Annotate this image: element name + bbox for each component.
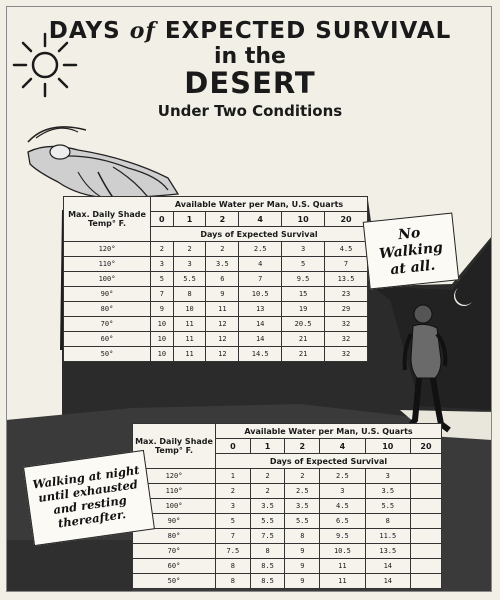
survival-days-cell: 2 bbox=[250, 469, 285, 484]
temp-cell: 120° bbox=[64, 242, 151, 257]
survival-days-cell: 10 bbox=[151, 332, 174, 347]
survival-days-cell: 3.5 bbox=[250, 499, 285, 514]
survival-days-cell: 3 bbox=[282, 242, 325, 257]
title-of: of bbox=[129, 18, 156, 44]
survival-days-cell: 9 bbox=[151, 302, 174, 317]
survival-days-cell: 32 bbox=[325, 332, 368, 347]
survival-days-cell: 8.5 bbox=[250, 574, 285, 589]
survival-days-cell: 2 bbox=[206, 242, 239, 257]
survival-days-cell: 3 bbox=[365, 469, 410, 484]
temp-cell: 50° bbox=[64, 347, 151, 362]
survival-days-cell: 29 bbox=[325, 302, 368, 317]
survival-days-cell: 8 bbox=[365, 514, 410, 529]
survival-days-cell: 2.5 bbox=[239, 242, 282, 257]
temp-cell: 60° bbox=[64, 332, 151, 347]
walking-man-illustration bbox=[395, 300, 465, 440]
walking-at-night-note: Walking at night until exhausted and resting thereafter. bbox=[23, 450, 155, 546]
survival-days-cell: 20.5 bbox=[282, 317, 325, 332]
survival-days-cell: 12 bbox=[206, 332, 239, 347]
table-row bbox=[133, 499, 442, 514]
survival-days-cell: 9 bbox=[285, 574, 320, 589]
survival-days-cell: 7 bbox=[151, 287, 174, 302]
survival-days-cell: 14 bbox=[365, 559, 410, 574]
survival-days-cell bbox=[411, 514, 442, 529]
quarts-cell: 1 bbox=[173, 212, 206, 227]
survival-days-cell: 4 bbox=[239, 257, 282, 272]
survival-days-cell bbox=[411, 469, 442, 484]
survival-days-cell: 13.5 bbox=[325, 272, 368, 287]
temp-cell: 100° bbox=[64, 272, 151, 287]
survival-days-cell: 21 bbox=[282, 347, 325, 362]
title-expected-survival: EXPECTED SURVIVAL bbox=[164, 18, 452, 44]
survival-days-cell: 1 bbox=[216, 469, 251, 484]
quarts-cell: 1 bbox=[250, 439, 285, 454]
survival-days-cell bbox=[411, 544, 442, 559]
survival-days-cell: 32 bbox=[325, 317, 368, 332]
survival-days-cell: 9 bbox=[285, 544, 320, 559]
temp-cell: 120° bbox=[133, 469, 216, 484]
survival-days-cell: 3 bbox=[173, 257, 206, 272]
survival-days-cell: 15 bbox=[282, 287, 325, 302]
table-row bbox=[133, 544, 442, 559]
temp-header: Max. Daily Shade Temp° F. bbox=[64, 197, 151, 242]
table-row bbox=[64, 287, 368, 302]
temp-cell: 110° bbox=[133, 484, 216, 499]
temp-cell: 110° bbox=[64, 257, 151, 272]
survival-days-cell: 5 bbox=[151, 272, 174, 287]
table-row bbox=[133, 484, 442, 499]
survival-days-cell: 10.5 bbox=[320, 544, 365, 559]
survival-days-cell: 5.5 bbox=[250, 514, 285, 529]
temp-cell: 90° bbox=[64, 287, 151, 302]
title-line-1 bbox=[0, 18, 500, 44]
survival-days-cell: 8 bbox=[216, 574, 251, 589]
title-desert: DESERT bbox=[184, 66, 316, 100]
survival-days-cell: 2 bbox=[250, 484, 285, 499]
survival-days-cell: 4.5 bbox=[320, 499, 365, 514]
temp-cell: 50° bbox=[133, 574, 216, 589]
survival-days-cell: 10 bbox=[151, 347, 174, 362]
table-row bbox=[64, 242, 368, 257]
survival-days-cell: 10.5 bbox=[239, 287, 282, 302]
temp-cell: 90° bbox=[133, 514, 216, 529]
survival-table-no-walking bbox=[63, 196, 368, 362]
survival-days-cell: 3 bbox=[151, 257, 174, 272]
temp-cell: 70° bbox=[64, 317, 151, 332]
survival-days-cell: 11 bbox=[320, 559, 365, 574]
survival-days-cell: 11 bbox=[173, 347, 206, 362]
survival-days-cell bbox=[411, 559, 442, 574]
temp-cell: 100° bbox=[133, 499, 216, 514]
water-header: Available Water per Man, U.S. Quarts bbox=[216, 424, 442, 439]
survival-days-cell: 11.5 bbox=[365, 529, 410, 544]
survival-days-cell: 14.5 bbox=[239, 347, 282, 362]
table-row bbox=[64, 257, 368, 272]
survival-days-cell: 2 bbox=[285, 469, 320, 484]
survival-days-cell: 8 bbox=[216, 559, 251, 574]
survival-days-cell: 12 bbox=[206, 347, 239, 362]
survival-days-cell: 7.5 bbox=[250, 529, 285, 544]
days-header: Days of Expected Survival bbox=[216, 454, 442, 469]
survival-days-cell: 5.5 bbox=[285, 514, 320, 529]
survival-days-cell: 9 bbox=[206, 287, 239, 302]
survival-days-cell: 11 bbox=[173, 332, 206, 347]
survival-days-cell: 3.5 bbox=[206, 257, 239, 272]
survival-days-cell bbox=[411, 574, 442, 589]
title-subtitle: Under Two Conditions bbox=[157, 102, 343, 120]
temp-cell: 70° bbox=[133, 544, 216, 559]
quarts-cell: 4 bbox=[239, 212, 282, 227]
quarts-cell: 4 bbox=[320, 439, 365, 454]
table-row bbox=[64, 317, 368, 332]
survival-days-cell: 7 bbox=[216, 529, 251, 544]
survival-days-cell: 2.5 bbox=[320, 469, 365, 484]
survival-days-cell: 8.5 bbox=[250, 559, 285, 574]
survival-days-cell: 8 bbox=[173, 287, 206, 302]
survival-days-cell: 5.5 bbox=[365, 499, 410, 514]
table-row bbox=[133, 574, 442, 589]
survival-days-cell: 2 bbox=[173, 242, 206, 257]
title-days: DAYS bbox=[48, 18, 121, 44]
survival-days-cell: 3.5 bbox=[285, 499, 320, 514]
table-row bbox=[64, 332, 368, 347]
quarts-cell: 0 bbox=[151, 212, 174, 227]
survival-days-cell: 9.5 bbox=[282, 272, 325, 287]
survival-days-cell: 11 bbox=[206, 302, 239, 317]
survival-days-cell: 10 bbox=[151, 317, 174, 332]
title-line-2: in the bbox=[214, 44, 286, 69]
survival-days-cell: 9 bbox=[285, 559, 320, 574]
quarts-cell: 2 bbox=[285, 439, 320, 454]
temp-cell: 80° bbox=[133, 529, 216, 544]
water-header: Available Water per Man, U.S. Quarts bbox=[151, 197, 368, 212]
survival-days-cell: 2.5 bbox=[285, 484, 320, 499]
survival-days-cell: 11 bbox=[173, 317, 206, 332]
no-walking-note: No Walking at all. bbox=[363, 212, 460, 289]
table-row bbox=[133, 559, 442, 574]
survival-table-walking-at-night bbox=[132, 423, 442, 589]
survival-days-cell: 14 bbox=[239, 332, 282, 347]
survival-days-cell: 12 bbox=[206, 317, 239, 332]
survival-days-cell bbox=[411, 499, 442, 514]
survival-days-cell: 3 bbox=[320, 484, 365, 499]
survival-days-cell: 7.5 bbox=[216, 544, 251, 559]
survival-days-cell: 11 bbox=[320, 574, 365, 589]
temp-cell: 80° bbox=[64, 302, 151, 317]
survival-days-cell: 5 bbox=[216, 514, 251, 529]
survival-days-cell: 13.5 bbox=[365, 544, 410, 559]
quarts-cell: 10 bbox=[365, 439, 410, 454]
survival-days-cell: 3 bbox=[216, 499, 251, 514]
survival-days-cell: 13 bbox=[239, 302, 282, 317]
quarts-cell: 20 bbox=[411, 439, 442, 454]
table-row bbox=[64, 272, 368, 287]
survival-days-cell: 19 bbox=[282, 302, 325, 317]
survival-days-cell bbox=[411, 484, 442, 499]
survival-days-cell: 14 bbox=[239, 317, 282, 332]
temp-cell: 60° bbox=[133, 559, 216, 574]
survival-days-cell: 8 bbox=[285, 529, 320, 544]
quarts-cell: 0 bbox=[216, 439, 251, 454]
table-row bbox=[133, 514, 442, 529]
quarts-cell: 20 bbox=[325, 212, 368, 227]
days-header: Days of Expected Survival bbox=[151, 227, 368, 242]
survival-days-cell: 2 bbox=[151, 242, 174, 257]
survival-days-cell: 9.5 bbox=[320, 529, 365, 544]
survival-days-cell: 2 bbox=[216, 484, 251, 499]
survival-days-cell: 6.5 bbox=[320, 514, 365, 529]
survival-days-cell: 23 bbox=[325, 287, 368, 302]
temp-header: Max. Daily Shade Temp° F. bbox=[133, 424, 216, 469]
quarts-cell: 10 bbox=[282, 212, 325, 227]
table-row bbox=[64, 302, 368, 317]
survival-days-cell bbox=[411, 529, 442, 544]
survival-days-cell: 10 bbox=[173, 302, 206, 317]
survival-days-cell: 6 bbox=[206, 272, 239, 287]
survival-days-cell: 14 bbox=[365, 574, 410, 589]
survival-days-cell: 4.5 bbox=[325, 242, 368, 257]
survival-days-cell: 21 bbox=[282, 332, 325, 347]
survival-days-cell: 8 bbox=[250, 544, 285, 559]
survival-days-cell: 7 bbox=[325, 257, 368, 272]
survival-days-cell: 5 bbox=[282, 257, 325, 272]
table-row bbox=[133, 469, 442, 484]
table-row bbox=[133, 529, 442, 544]
table-row bbox=[64, 347, 368, 362]
quarts-cell: 2 bbox=[206, 212, 239, 227]
survival-days-cell: 7 bbox=[239, 272, 282, 287]
survival-days-cell: 5.5 bbox=[173, 272, 206, 287]
survival-days-cell: 3.5 bbox=[365, 484, 410, 499]
survival-days-cell: 32 bbox=[325, 347, 368, 362]
